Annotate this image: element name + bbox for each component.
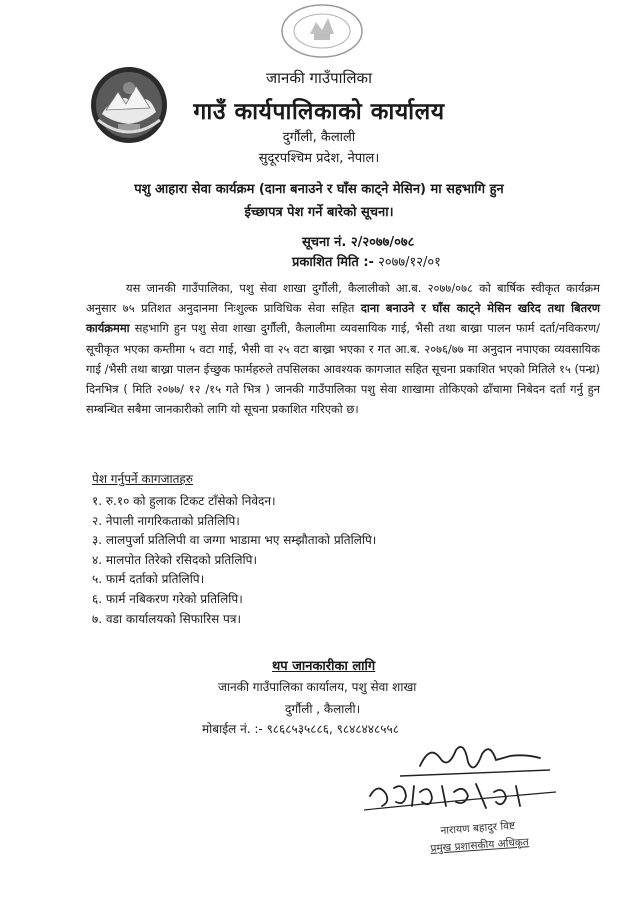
address-line-2: सुदूरपश्चिम प्रदेश, नेपाल। [258,151,380,166]
contact-heading: थप जानकारीका लागि [272,659,376,674]
address-line-1: दुर्गौली, कैलाली [282,130,356,145]
list-item: ५. फार्म दर्ताको प्रतिलिपि। [92,572,205,587]
office-stamp-icon [276,0,368,62]
contact-mobile: मोबाईल नं. :- ९८६८५३५८८६, ९८४८४४८५५८ [202,722,399,736]
list-item: २. नेपाली नागरिकताको प्रतिलिपि। [92,513,240,528]
body-bold-program: दाना बनाउने र घाँस काट्ने मेसिन खरिद तथा बितरण कार्यक्रममा [86,301,600,336]
documents-list [92,492,376,629]
body-part-2: सहभागि हुन पशु सेवा शाखा दुर्गौली, कैलालीमा व्यवसायिक गाई, भैसी तथा बाख्रा पालन फार्म दर्ता/नविकरण/सूचीकृत भएका कम्तीमा ५ वटा गाई, भैसी वा २५ वटा बाख्रा भएका र गत आ.ब. २०७६/७७ मा अनुदान नपाएका व्यवसायिक गाई /भैसी तथा बाख्रा पालन ईच्छुक फार्महरुले तपसिलका आवश्यक कागजात सहित सूचना प्रकाशित भएको मितिले १५ (पन्ध्र) दिनभित्र ( मिति २०७७/ १२ /१५ गते भित्र ) जानकी गाउँपालिका पशु सेवा शाखामा तोकिएको ढाँचामा निबेदन दर्ता गर्नु हुन सम्बन्धित सबैमा जानकारीको लागि यो सूचना प्रकाशित गरिएको छ। [86,321,600,417]
notice-number: सूचना नं. २/२०७७/०७८ [302,235,415,250]
list-item: ४. मालपोत तिरेको रसिदको प्रतिलिपि। [92,552,257,567]
officer-title: प्रमुख प्रशासकीय अधिकृत [430,836,530,855]
published-date-value: २०७७/१२/०१ [378,255,441,270]
contact-office: जानकी गाउँपालिका कार्यालय, पशु सेवा शाखा [218,680,417,694]
subject-line-1: पशु आहारा सेवा कार्यक्रम (दाना बनाउने र घाँस काट्ने मेसिन) मा सहभागि हुन [134,182,504,197]
published-date-label: प्रकाशित मिति :- [292,255,374,270]
published-date [292,252,441,270]
list-item: ३. लालपुर्जा प्रतिलिपी वा जग्गा भाडामा भए सम्झौताको प्रतिलिपि। [92,533,377,548]
subject-line-2: ईच्छापत्र पेश गर्ने बारेको सूचना। [244,205,394,220]
officer-name: नारायण बहादुर विष्ट [440,819,516,837]
list-item: ६. फार्म नबिकरण गरेको प्रतिलिपि। [92,591,243,606]
notice-subject [0,178,638,224]
list-item: ७. वडा कार्यालयको सिफारिस पत्र। [92,611,242,626]
body-part-1: यस जानकी गाउँपालिका, पशु सेवा शाखा दुर्गौली, कैलालीको आ.ब. २०७७/०७८ को बार्षिक स्वीकृत कार्यक्रम अनुसार ७५ प्रतिशत अनुदानमा निःशुल्क प्राविधिक सेवा सहित [86,281,600,316]
documents-heading: पेश गर्नुपर्ने कागजातहरु [92,472,193,486]
contact-address: दुर्गौली , कैलाली। [285,702,361,716]
office-name: जानकी गाउँपालिका [266,69,372,87]
handwritten-signature-icon [360,736,560,820]
office-title: गाउँ कार्यपालिकाको कार्यालय [193,99,445,125]
notice-body [86,278,600,419]
list-item: १. रु.१० को हुलाक टिकट टाँसेको निवेदन। [92,494,276,508]
